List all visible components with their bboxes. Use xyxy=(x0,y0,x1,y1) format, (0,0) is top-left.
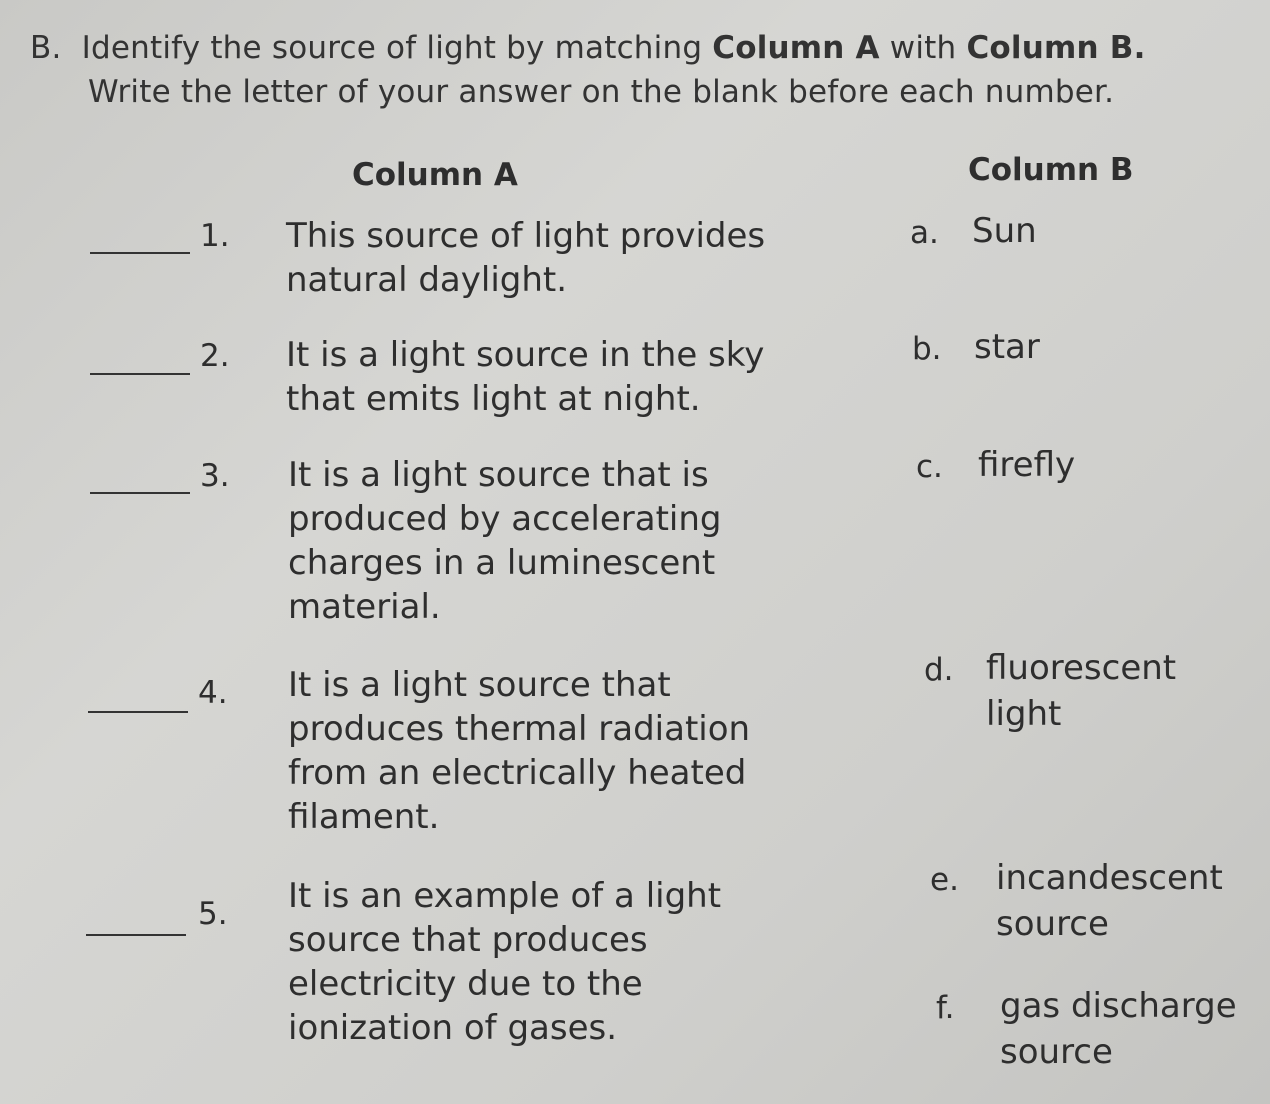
question-number: 3. xyxy=(200,458,230,494)
option-line: firefly xyxy=(978,445,1076,485)
option-line: star xyxy=(974,327,1040,367)
option-line: light xyxy=(986,694,1062,734)
question-line: natural daylight. xyxy=(286,260,568,300)
question-line: that emits light at night. xyxy=(286,379,701,419)
question-line: electricity due to the xyxy=(288,964,643,1004)
option-text xyxy=(996,855,1223,947)
option-line: incandescent xyxy=(996,858,1223,898)
option-line: fluorescent xyxy=(986,648,1177,688)
question-line: This source of light provides xyxy=(286,216,766,256)
option-line: gas discharge xyxy=(1000,986,1237,1026)
option-text xyxy=(1000,983,1237,1075)
option-text xyxy=(978,442,1075,488)
question-number: 4. xyxy=(198,675,228,711)
answer-blank-5[interactable] xyxy=(86,934,186,936)
option-letter: a. xyxy=(910,215,939,251)
instruction-text-start: Identify the source of light by matching xyxy=(81,30,713,66)
instruction-with: with xyxy=(879,30,967,66)
question-text xyxy=(288,663,808,839)
instruction-column-a: Column A xyxy=(712,30,880,66)
question-line: from an electrically heated xyxy=(288,753,747,793)
question-line: produces thermal radiation xyxy=(288,709,751,749)
option-line: source xyxy=(1000,1032,1113,1072)
answer-blank-1[interactable] xyxy=(90,252,190,254)
option-text xyxy=(986,645,1176,737)
option-letter: c. xyxy=(916,449,943,485)
answer-blank-2[interactable] xyxy=(90,373,190,375)
option-letter: e. xyxy=(930,862,959,898)
option-text xyxy=(972,208,1037,254)
answer-blank-3[interactable] xyxy=(90,492,190,494)
question-line: It is a light source that xyxy=(288,665,671,705)
question-line: charges in a luminescent xyxy=(288,543,716,583)
question-line: material. xyxy=(288,587,441,627)
question-line: It is an example of a light xyxy=(288,876,722,916)
question-line: ionization of gases. xyxy=(288,1008,618,1048)
section-label: B. xyxy=(30,30,62,66)
question-line: It is a light source in the sky xyxy=(286,335,765,375)
option-line: source xyxy=(996,904,1109,944)
instruction-column-b: Column B. xyxy=(966,30,1146,66)
column-a-header: Column A xyxy=(352,157,518,193)
question-number: 5. xyxy=(198,896,228,932)
question-number: 2. xyxy=(200,338,230,374)
option-letter: f. xyxy=(936,990,955,1026)
instruction-line-2: Write the letter of your answer on the blank before each number. xyxy=(88,74,1115,110)
column-b-header: Column B xyxy=(968,152,1134,188)
question-line: filament. xyxy=(288,797,440,837)
option-letter: d. xyxy=(924,652,954,688)
question-text xyxy=(286,333,806,421)
question-text xyxy=(286,214,806,302)
question-line: produced by accelerating xyxy=(288,499,722,539)
option-text xyxy=(974,324,1040,370)
question-number: 1. xyxy=(200,218,230,254)
instruction-line-1 xyxy=(30,30,1146,66)
answer-blank-4[interactable] xyxy=(88,711,188,713)
question-text xyxy=(288,453,808,629)
question-line: It is a light source that is xyxy=(288,455,709,495)
option-letter: b. xyxy=(912,331,942,367)
question-text xyxy=(288,874,808,1050)
option-line: Sun xyxy=(972,211,1037,251)
question-line: source that produces xyxy=(288,920,648,960)
